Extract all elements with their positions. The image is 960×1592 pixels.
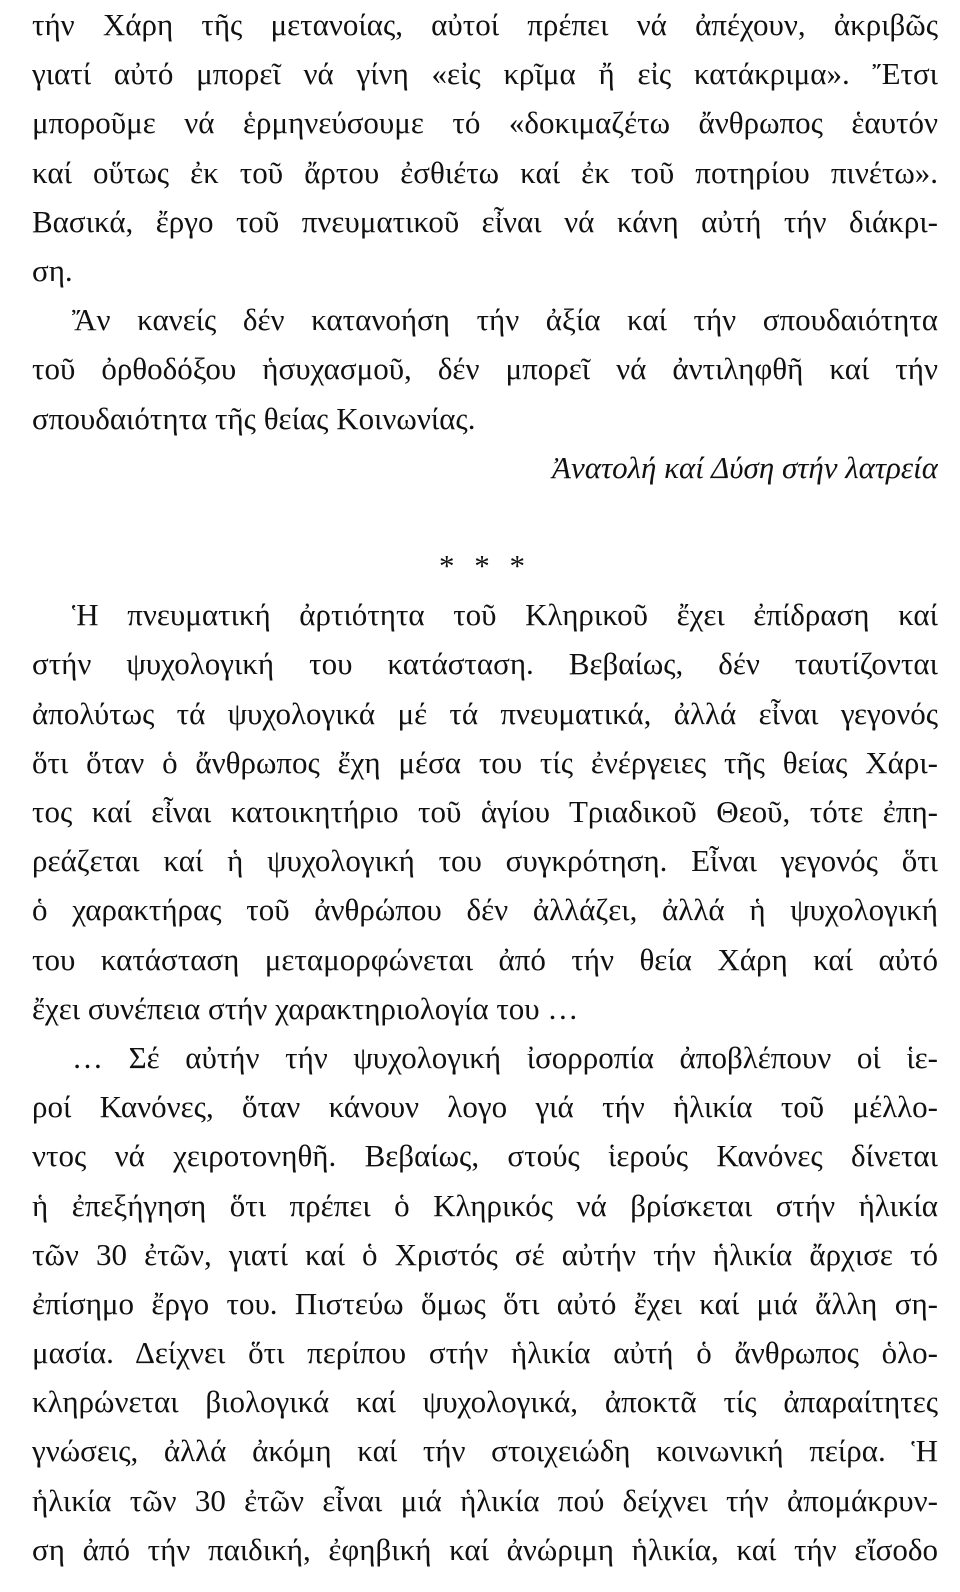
- text-line: στήν ψυχολογική του κατάσταση. Βεβαίως, δέν ταυτίζονται: [32, 646, 938, 682]
- text-line: τος καί εἶναι κατοικητήριο τοῦ ἁγίου Τριαδικοῦ Θεοῦ, τότε ἐπη-: [32, 794, 938, 829]
- text-line: μποροῦμε νά ἑρμηνεύσουμε τό «δοκιμαζέτω ἄνθρωπος ἑαυτόν: [32, 105, 938, 141]
- text-line: ἡ ἐπεξήγηση ὅτι πρέπει ὁ Κληρικός νά βρίσκεται στήν ἡλικία: [32, 1187, 938, 1223]
- text-line: σπουδαιότητα τῆς θείας Κοινωνίας.: [32, 400, 476, 436]
- text-line: ὅτι ὅταν ὁ ἄνθρωπος ἔχη μέσα του τίς ἐνέργειες τῆς θείας Χάρι-: [32, 744, 938, 780]
- text-line: Ἄν κανείς δέν κατανοήση τήν ἀξία καί τήν σπουδαιότητα: [72, 302, 938, 338]
- text-line: τήν Χάρη τῆς μετανοίας, αὐτοί πρέπει νά ἀπέχουν, ἀκριβῶς: [32, 7, 938, 42]
- text-line: ἔχει συνέπεια στήν χαρακτηριολογία του …: [32, 990, 579, 1026]
- source-citation: Ἀνατολή καί Δύση στήν λατρεία: [552, 449, 938, 485]
- text-line: Βασικά, ἔργο τοῦ πνευματικοῦ εἶναι νά κάνη αὐτή τήν διάκρι-: [32, 203, 938, 239]
- text-line: … Σέ αὐτήν τήν ψυχολογική ἰσορροπία ἀποβλέπουν οἱ ἱε-: [72, 1039, 938, 1075]
- text-line: καί οὕτως ἐκ τοῦ ἄρτου ἐσθιέτω καί ἐκ τοῦ ποτηρίου πινέτω».: [32, 154, 938, 190]
- text-line: ἀπολύτως τά ψυχολογικά μέ τά πνευματικά, ἀλλά εἶναι γεγονός: [32, 695, 938, 731]
- text-line: ση ἀπό τήν παιδική, ἐφηβική καί ἀνώριμη ἡλικία, καί τήν εἴσοδο: [32, 1531, 938, 1567]
- text-line: μασία. Δείχνει ὅτι περίπου στήν ἡλικία αὐτή ὁ ἄνθρωπος ὁλο-: [32, 1335, 938, 1371]
- text-line: ἐπίσημο ἔργο του. Πιστεύω ὅμως ὅτι αὐτό ἔχει καί μιά ἄλλη ση-: [32, 1285, 938, 1321]
- text-line: ὁ χαρακτήρας τοῦ ἀνθρώπου δέν ἀλλάζει, ἀλλά ἡ ψυχολογική: [32, 892, 938, 928]
- text-line: του κατάσταση μεταμορφώνεται ἀπό τήν θεία Χάρη καί αὐτό: [32, 941, 938, 977]
- text-line: ἡλικία τῶν 30 ἐτῶν εἶναι μιά ἡλικία πού δείχνει τήν ἀπομάκρυν-: [32, 1482, 938, 1518]
- text-line: ροί Κανόνες, ὅταν κάνουν λογο γιά τήν ἡλικία τοῦ μέλλο-: [32, 1089, 938, 1125]
- text-line: ντος νά χειροτονηθῆ. Βεβαίως, στούς ἱερούς Κανόνες δίνεται: [32, 1138, 938, 1174]
- text-line: ρεάζεται καί ἡ ψυχολογική του συγκρότηση. Εἶναι γεγονός ὅτι: [32, 843, 938, 879]
- text-line: τοῦ ὀρθοδόξου ἡσυχασμοῦ, δέν μπορεῖ νά ἀντιληφθῆ καί τήν: [32, 351, 938, 387]
- blank-line: [32, 492, 938, 541]
- text-line: γνώσεις, ἀλλά ἀκόμη καί τήν στοιχειώδη κοινωνική πείρα. Ἡ: [32, 1433, 938, 1469]
- text-line: ση.: [32, 252, 73, 288]
- text-line: τῶν 30 ἐτῶν, γιατί καί ὁ Χριστός σέ αὐτήν τήν ἡλικία ἄρχισε τό: [32, 1236, 938, 1272]
- text-line: γιατί αὐτό μπορεῖ νά γίνη «εἰς κρῖμα ἤ εἰς κατάκριμα». Ἔτσι: [32, 56, 938, 92]
- text-line: Ἡ πνευματική ἀρτιότητα τοῦ Κληρικοῦ ἔχει ἐπίδραση καί: [72, 597, 938, 633]
- text-line: κληρώνεται βιολογικά καί ψυχολογικά, ἀποκτᾶ τίς ἀπαραίτητες: [32, 1384, 938, 1420]
- section-separator: * * *: [439, 548, 531, 584]
